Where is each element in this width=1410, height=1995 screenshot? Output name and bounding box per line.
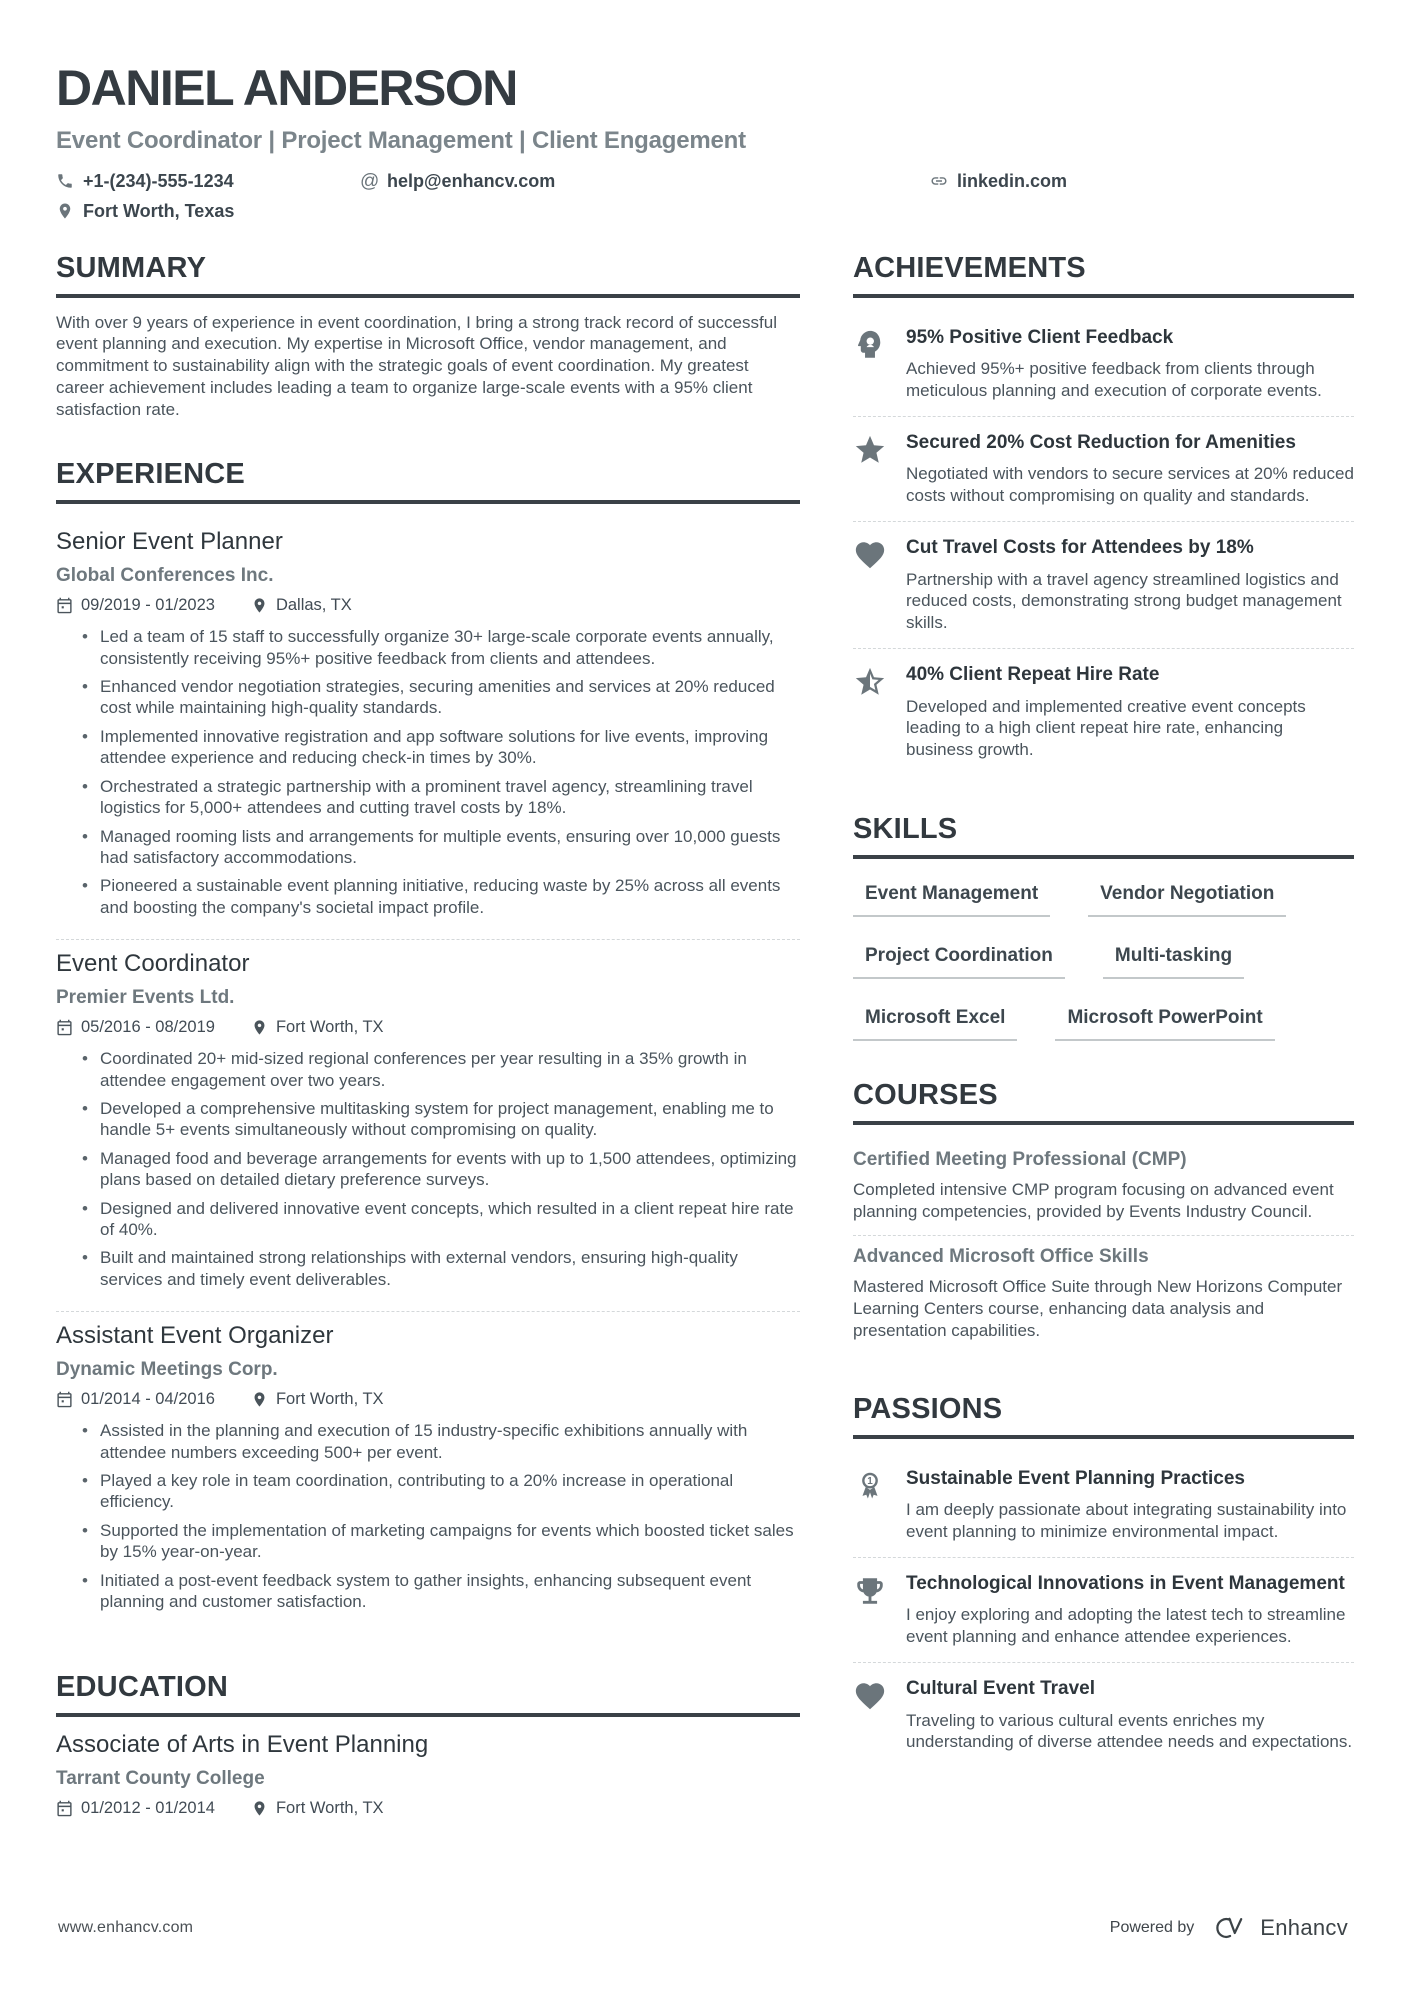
person-name: DANIEL ANDERSON <box>56 60 517 116</box>
achievement-title: 95% Positive Client Feedback <box>906 326 1174 348</box>
medal-icon <box>853 1469 887 1503</box>
job-entry <box>56 518 800 939</box>
education-location <box>251 1799 384 1818</box>
job-bullets <box>56 626 800 918</box>
job-dates <box>56 1390 215 1409</box>
skill-item: Event Management <box>853 883 1050 917</box>
course-title: Advanced Microsoft Office Skills <box>853 1246 1149 1268</box>
education-meta <box>56 1799 800 1818</box>
achievement-title: Cut Travel Costs for Attendees by 18% <box>906 536 1254 558</box>
contact-row-location <box>56 201 1354 222</box>
course-item <box>853 1139 1354 1236</box>
star-half-icon <box>853 665 887 699</box>
job-bullet: • Initiated a post-event feedback system to gather insights, enhancing subsequent event planning and customer satisfaction. <box>56 1570 800 1613</box>
job-location <box>251 1018 384 1037</box>
education-dates-text: 01/2012 - 01/2014 <box>81 1799 215 1818</box>
job-location <box>251 1390 384 1409</box>
head-icon <box>853 328 887 362</box>
education-section <box>56 1671 800 1818</box>
achievement-item <box>853 648 1354 775</box>
calendar-icon <box>56 1391 73 1408</box>
achievement-text: Partnership with a travel agency streamlined logistics and reduced costs, demonstrating strong budget management skills. <box>906 569 1342 633</box>
job-dates-text: 01/2014 - 04/2016 <box>81 1390 215 1409</box>
job-location <box>251 596 352 615</box>
passion-title: Cultural Event Travel <box>906 1677 1096 1699</box>
achievement-title: 40% Client Repeat Hire Rate <box>906 663 1160 685</box>
enhancv-logo-icon <box>1206 1913 1248 1943</box>
skills-list <box>853 873 1354 1041</box>
experience-heading: EXPERIENCE <box>56 458 800 504</box>
brand-name: Enhancv <box>1260 1915 1348 1940</box>
achievement-text: Developed and implemented creative event concepts leading to a high client repeat hire rate, enhancing business growth. <box>906 696 1306 759</box>
summary-heading: SUMMARY <box>56 252 800 298</box>
job-bullet: • Implemented innovative registration and app software solutions for live events, improving attendee experience and reducing check-in times by 30%. <box>56 726 800 769</box>
job-meta <box>56 1390 800 1409</box>
job-bullets <box>56 1420 800 1612</box>
job-entry <box>56 1311 800 1633</box>
powered-by <box>1110 1913 1348 1943</box>
summary-section <box>56 252 800 421</box>
passion-title: Technological Innovations in Event Management <box>906 1572 1345 1594</box>
passion-item <box>853 1662 1354 1767</box>
location-pin-icon <box>251 1391 268 1408</box>
link-url[interactable]: linkedin.com <box>957 170 1068 191</box>
job-dates <box>56 596 215 615</box>
courses-section <box>853 1079 1354 1355</box>
course-item <box>853 1235 1354 1354</box>
course-text: Mastered Microsoft Office Suite through New Horizons Computer Learning Centers course, enhancing data analysis and presentation capabilities. <box>853 1277 1343 1340</box>
experience-section <box>56 458 800 1633</box>
job-title: Event Coordinator <box>56 950 250 978</box>
job-location-text: Fort Worth, TX <box>275 1390 384 1409</box>
left-column <box>56 252 800 1857</box>
right-column <box>853 252 1354 1857</box>
contact-location <box>56 201 234 222</box>
job-bullet: • Developed a comprehensive multitasking system for project management, enabling me to handle 5+ events simultaneously without compromising on quality. <box>56 1098 800 1141</box>
achievement-item <box>853 521 1354 648</box>
job-company: Premier Events Ltd. <box>56 987 235 1009</box>
job-bullet: • Managed food and beverage arrangements for events with up to 1,500 attendees, optimizing plans based on detailed dietary preference surveys. <box>56 1148 800 1191</box>
passion-item <box>853 1557 1354 1662</box>
contact-row <box>56 171 1354 192</box>
education-location-text: Fort Worth, TX <box>275 1799 384 1818</box>
achievement-item <box>853 416 1354 521</box>
passion-text: Traveling to various cultural events enriches my understanding of diverse attendee needs and expectations. <box>906 1710 1353 1752</box>
school-name: Tarrant County College <box>56 1768 265 1790</box>
job-bullet: • Enhanced vendor negotiation strategies, securing amenities and services at 20% reduced cost while maintaining high-quality standards. <box>56 676 800 719</box>
course-title: Certified Meeting Professional (CMP) <box>853 1148 1187 1170</box>
education-heading: EDUCATION <box>56 1671 800 1717</box>
email-address[interactable]: help@enhancv.com <box>387 170 556 191</box>
location-pin-icon <box>56 202 74 220</box>
at-icon: @ <box>360 171 380 192</box>
contact-email[interactable] <box>360 171 930 192</box>
job-company: Global Conferences Inc. <box>56 565 274 587</box>
calendar-icon <box>56 1800 73 1817</box>
passions-list <box>853 1453 1354 1768</box>
phone-icon <box>56 172 74 190</box>
job-bullet: • Designed and delivered innovative event concepts, which resulted in a client repeat hire rate of 40%. <box>56 1198 800 1241</box>
job-bullet: • Supported the implementation of marketing campaigns for events which boosted ticket sales by 15% year-on-year. <box>56 1520 800 1563</box>
location-text: Fort Worth, Texas <box>83 200 235 221</box>
phone-number: +1-(234)-555-1234 <box>83 170 234 191</box>
link-icon <box>930 172 948 190</box>
contact-link[interactable] <box>930 171 1067 192</box>
job-bullet: • Coordinated 20+ mid-sized regional conferences per year resulting in a 35% growth in attendee engagement over two years. <box>56 1048 800 1091</box>
job-meta <box>56 596 800 615</box>
achievement-text: Achieved 95%+ positive feedback from clients through meticulous planning and execution of corporate events. <box>906 359 1322 400</box>
passion-item <box>853 1453 1354 1557</box>
job-entry <box>56 939 800 1311</box>
job-bullet: • Built and maintained strong relationships with external vendors, ensuring high-quality services and timely event deliverables. <box>56 1247 800 1290</box>
powered-by-label: Powered by <box>1109 1919 1195 1936</box>
job-bullets <box>56 1048 800 1290</box>
job-bullet: • Played a key role in team coordination, contributing to a 20% increase in operational efficiency. <box>56 1470 800 1513</box>
heart-icon <box>853 1679 887 1713</box>
skill-item: Multi-tasking <box>1103 945 1244 979</box>
job-bullet: • Orchestrated a strategic partnership with a prominent travel agency, streamlining travel logistics for 5,000+ attendees and cutting travel costs by 18%. <box>56 776 800 819</box>
job-meta <box>56 1018 800 1037</box>
footer-site-link[interactable]: www.enhancv.com <box>58 1919 194 1936</box>
achievement-item <box>853 312 1354 416</box>
job-location-text: Fort Worth, TX <box>275 1018 384 1037</box>
passions-section <box>853 1393 1354 1768</box>
resume-header <box>56 62 1354 222</box>
skill-item: Microsoft PowerPoint <box>1055 1007 1274 1041</box>
skill-item: Microsoft Excel <box>853 1007 1017 1041</box>
course-text: Completed intensive CMP program focusing on advanced event planning competencies, provided by Events Industry Council. <box>853 1179 1334 1221</box>
passion-title: Sustainable Event Planning Practices <box>906 1467 1245 1489</box>
heart-icon <box>853 538 887 572</box>
contact-phone <box>56 171 360 192</box>
svg-text:1: 1 <box>867 1475 873 1487</box>
courses-heading: COURSES <box>853 1079 1354 1125</box>
skill-item: Project Coordination <box>853 945 1065 979</box>
passions-heading: PASSIONS <box>853 1393 1354 1439</box>
achievement-title: Secured 20% Cost Reduction for Amenities <box>906 431 1296 453</box>
job-title: Assistant Event Organizer <box>56 1322 334 1350</box>
location-pin-icon <box>251 1019 268 1036</box>
page-footer <box>58 1913 1348 1943</box>
job-company: Dynamic Meetings Corp. <box>56 1359 278 1381</box>
job-bullet: • Led a team of 15 staff to successfully organize 30+ large-scale corporate events annually, consistently receiving 95%+ positive feedback from clients and attendees. <box>56 626 800 669</box>
job-bullet: • Managed rooming lists and arrangements for multiple events, ensuring over 10,000 guests had satisfactory accommodations. <box>56 826 800 869</box>
star-icon <box>853 433 887 467</box>
location-pin-icon <box>251 1800 268 1817</box>
job-bullet: • Assisted in the planning and execution of 15 industry-specific exhibitions annually with attendee numbers exceeding 500+ per event. <box>56 1420 800 1463</box>
job-location-text: Dallas, TX <box>275 596 352 615</box>
skills-heading: SKILLS <box>853 813 1354 859</box>
job-dates-text: 05/2016 - 08/2019 <box>81 1018 215 1037</box>
education-dates <box>56 1799 215 1818</box>
calendar-icon <box>56 1019 73 1036</box>
passion-text: I am deeply passionate about integrating sustainability into event planning to minimize environmental impact. <box>906 1500 1347 1541</box>
location-pin-icon <box>251 597 268 614</box>
job-title: Senior Event Planner <box>56 528 283 556</box>
achievement-text: Negotiated with vendors to secure services at 20% reduced costs without compromising on quality and standards. <box>906 464 1354 506</box>
job-list <box>56 518 800 1633</box>
passion-text: I enjoy exploring and adopting the latest tech to streamline event planning and enhance attendee experiences. <box>906 1605 1346 1647</box>
skills-section <box>853 813 1354 1041</box>
courses-list <box>853 1139 1354 1355</box>
person-headline: Event Coordinator | Project Management | Client Engagement <box>56 126 746 154</box>
trophy-icon <box>853 1574 887 1608</box>
degree-title: Associate of Arts in Event Planning <box>56 1731 429 1759</box>
calendar-icon <box>56 597 73 614</box>
summary-text: With over 9 years of experience in event coordination, I bring a strong track record of successful event planning and execution. My expertise in Microsoft Office, vendor management, and commitment to sustainability align with the strategic goals of event coordination. My greatest career achievement includes leading a team to organize large-scale events with a 95% client satisfaction rate. <box>56 312 777 419</box>
achievements-list <box>853 312 1354 775</box>
achievements-section <box>853 252 1354 775</box>
skill-item: Vendor Negotiation <box>1088 883 1286 917</box>
achievements-heading: ACHIEVEMENTS <box>853 252 1354 298</box>
job-bullet: • Pioneered a sustainable event planning initiative, reducing waste by 25% across all events and boosting the company's societal impact profile. <box>56 875 800 918</box>
job-dates <box>56 1018 215 1037</box>
job-dates-text: 09/2019 - 01/2023 <box>81 596 215 615</box>
